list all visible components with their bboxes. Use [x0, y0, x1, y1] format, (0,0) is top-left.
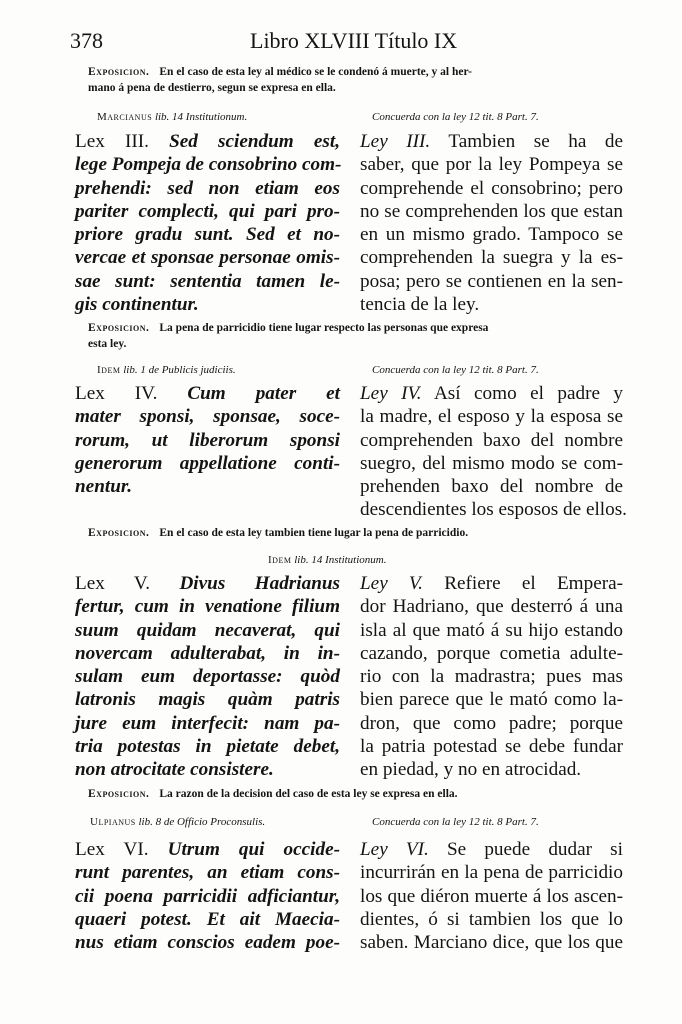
- latin-column-lex-4: Lex IV. Cum pater et mater sponsi, sponsae, soce- rorum, ut liberorum sponsi generorum appellatione conti- nentur.: [75, 383, 341, 498]
- exposition-label: Exposicion.: [88, 788, 150, 800]
- lex-heading: Lex V.: [75, 573, 151, 594]
- exposition-2: [88, 320, 628, 352]
- exposition-text: La pena de parricidio tiene lugar respecto las personas que expresa: [159, 322, 489, 334]
- exposition-text: esta ley.: [88, 338, 127, 350]
- concordance-note: Concuerda con la ley 12 tit. 8 Part. 7.: [372, 816, 539, 828]
- exposition-4: [88, 786, 628, 802]
- exposition-label: Exposicion.: [88, 527, 150, 539]
- latin-column-lex-3: Lex III. Sed sciendum est, lege Pompeja de consobrino com- prehendi: sed non etiam eos pariter complecti, qui pari pro- priore gradu sunt. Sed et no- vercae et sponsae personae omis- sae sunt: sententia tamen le- gis continentur.: [75, 131, 342, 316]
- lex-heading: Lex III.: [75, 131, 149, 152]
- running-title: Libro XLVIII Título IX: [250, 28, 458, 53]
- spanish-column-ley-5: Ley V. Refiere el Empera- dor Hadriano, que desterró á una isla al que mató á su hijo estando cazando, porque cometia adulte- rio con la madrastra; pues mas bien parece que le mató como la- dron, que como padre; porque la patria potestad se debe fundar en piedad, y no en atrocidad.: [360, 573, 624, 781]
- exposition-text: En el caso de esta ley al médico se le condenó á muerte, y al her-: [159, 66, 472, 78]
- source-citation: Idem lib. 14 Institutionum.: [268, 554, 387, 566]
- spanish-column-ley-4: Ley IV. Así como el padre y la madre, el esposo y la esposa se comprehenden baxo del nombre suegro, del mismo modo se com- prehenden baxo del nombre de descendientes los esposos de ellos.: [360, 383, 627, 521]
- exposition-3: [88, 525, 628, 541]
- exposition-text: mano á pena de destierro, segun se expresa en ella.: [88, 82, 336, 94]
- ley-heading: Ley V.: [360, 573, 423, 594]
- ley-heading: Ley VI.: [360, 839, 429, 860]
- latin-column-lex-5: Lex V. Divus Hadrianus fertur, cum in venatione filium suum quidam necaverat, qui novercam adulterabat, in in- sulam eum deportasse: quòd latronis magis quàm patris jure eum interfecit: nam pa- tria potestas in pietate debet, non atrocitate consistere.: [75, 573, 340, 781]
- ley-heading: Ley IV.: [360, 383, 422, 404]
- source-citation: Ulpianus lib. 8 de Officio Proconsulis.: [90, 816, 266, 828]
- concordance-note: Concuerda con la ley 12 tit. 8 Part. 7.: [372, 364, 539, 376]
- spanish-column-ley-6: Ley VI. Se puede dudar si incurrirán en la pena de parricidio los que diéron muerte á los ascen- dientes, ó si tambien los que lo saben. Marciano dice, que los que: [360, 839, 623, 954]
- exposition-label: Exposicion.: [88, 66, 150, 78]
- exposition-text: En el caso de esta ley tambien tiene lugar la pena de parricidio.: [159, 527, 469, 539]
- lex-heading: Lex IV.: [75, 383, 158, 404]
- exposition-1: [88, 64, 628, 96]
- page-number: 378: [70, 28, 103, 53]
- lex-heading: Lex VI.: [75, 839, 149, 860]
- latin-column-lex-6: Lex VI. Utrum qui occide- runt parentes, an etiam cons- cii poena parricidii adficiantur, quaeri potest. Et ait Maecia- nus etiam conscios eadem poe-: [75, 839, 340, 954]
- exposition-label: Exposicion.: [88, 322, 150, 334]
- spanish-column-ley-3: Ley III. Tambien se ha de saber, que por la ley Pompeya se comprehende el consobrino; pero no se comprehenden los que estan en un mismo grado. Tampoco se comprehenden la suegra y la es- posa; pero se contienen en la sen- tencia de la ley.: [360, 131, 624, 316]
- ley-heading: Ley III.: [360, 131, 431, 152]
- exposition-text: La razon de la decision del caso de esta ley se expresa en ella.: [159, 788, 458, 800]
- concordance-note: Concuerda con la ley 12 tit. 8 Part. 7.: [372, 111, 539, 123]
- source-citation: Marcianus lib. 14 Institutionum.: [97, 111, 248, 123]
- source-citation: Idem lib. 1 de Publicis judiciis.: [97, 364, 236, 376]
